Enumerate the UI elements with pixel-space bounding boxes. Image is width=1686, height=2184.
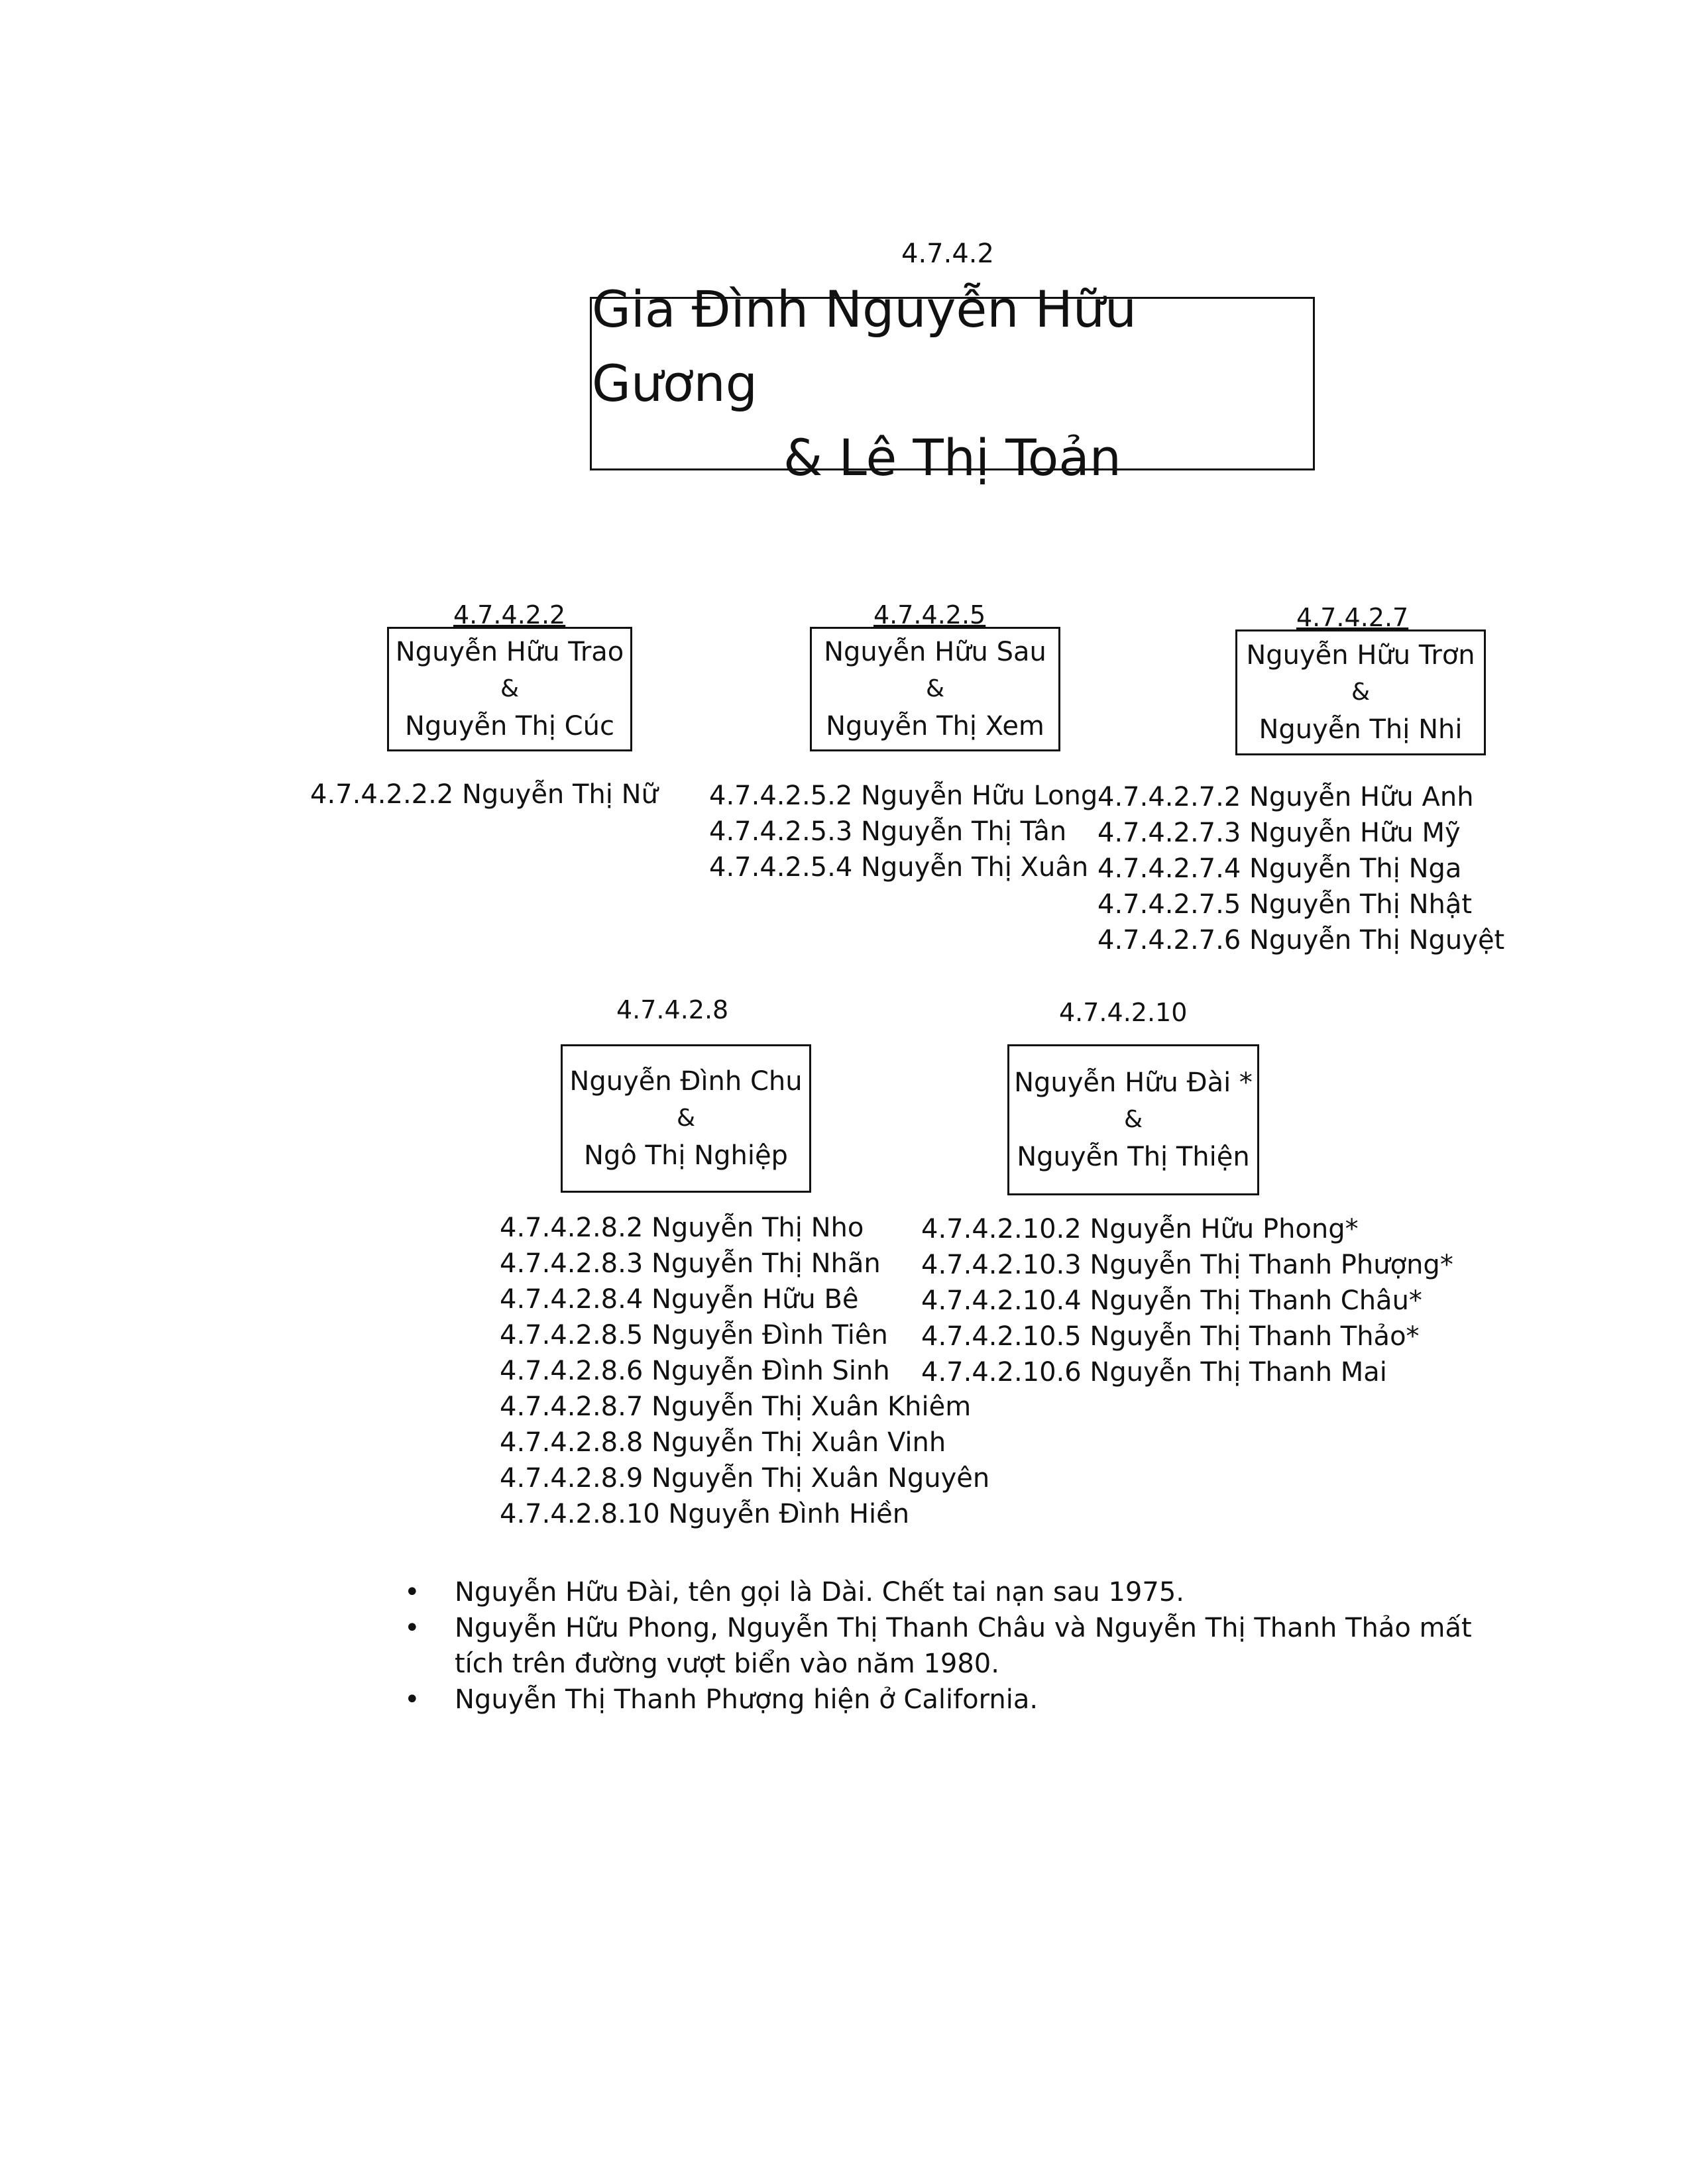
- family-code: 4.7.4.2.5: [873, 600, 986, 629]
- child-entry: 4.7.4.2.7.3 Nguyễn Hữu Mỹ: [1097, 818, 1461, 848]
- children-list: [709, 778, 1097, 885]
- child-entry: 4.7.4.2.8.7 Nguyễn Thị Xuân Khiêm: [500, 1392, 972, 1422]
- family-box: [387, 627, 632, 751]
- family-code: 4.7.4.2.7: [1296, 603, 1409, 632]
- children-list: [1097, 779, 1504, 958]
- wife-name: Nguyễn Thị Cúc: [405, 711, 614, 741]
- note-item: [398, 1610, 1498, 1682]
- family-box: [810, 627, 1060, 751]
- note-text: Nguyễn Hữu Đài, tên gọi là Dài. Chết tai nạn sau 1975.: [455, 1577, 1184, 1608]
- husband-name: Nguyễn Hữu Đài *: [1014, 1067, 1253, 1098]
- child-entry: 4.7.4.2.8.5 Nguyễn Đình Tiên: [500, 1320, 888, 1350]
- child-entry: 4.7.4.2.8.4 Nguyễn Hữu Bê: [500, 1284, 859, 1315]
- ampersand: &: [1123, 1106, 1143, 1133]
- children-list: [310, 777, 658, 812]
- child-entry: 4.7.4.2.5.4 Nguyễn Thị Xuân: [709, 852, 1089, 883]
- title-line-2: & Lê Thị Toản: [783, 428, 1121, 487]
- child-entry: 4.7.4.2.8.2 Nguyễn Thị Nho: [500, 1213, 864, 1243]
- bullet-icon: •: [404, 1613, 420, 1643]
- family-box: [1235, 629, 1486, 755]
- family-code: 4.7.4.2.8: [616, 995, 729, 1024]
- child-entry: 4.7.4.2.8.6 Nguyễn Đình Sinh: [500, 1356, 890, 1386]
- header-code: 4.7.4.2: [901, 239, 994, 269]
- child-entry: 4.7.4.2.7.2 Nguyễn Hữu Anh: [1097, 782, 1474, 812]
- children-list: [921, 1211, 1453, 1390]
- husband-name: Nguyễn Hữu Sau: [824, 637, 1046, 667]
- children-list: [500, 1210, 989, 1532]
- notes-list: [398, 1574, 1498, 1718]
- husband-name: Nguyễn Đình Chu: [569, 1066, 803, 1097]
- wife-name: Ngô Thị Nghiệp: [584, 1140, 788, 1171]
- child-entry: 4.7.4.2.7.5 Nguyễn Thị Nhật: [1097, 889, 1473, 920]
- child-entry: 4.7.4.2.7.4 Nguyễn Thị Nga: [1097, 853, 1462, 884]
- note-item: [398, 1682, 1498, 1718]
- wife-name: Nguyễn Thị Xem: [826, 711, 1044, 741]
- child-entry: 4.7.4.2.10.3 Nguyễn Thị Thanh Phượng*: [921, 1250, 1453, 1280]
- ampersand: &: [1351, 679, 1371, 706]
- child-entry: 4.7.4.2.10.6 Nguyễn Thị Thanh Mai: [921, 1357, 1387, 1388]
- child-entry: 4.7.4.2.5.3 Nguyễn Thị Tân: [709, 816, 1067, 847]
- title-box: [590, 280, 1315, 487]
- ampersand: &: [676, 1105, 696, 1132]
- ampersand: &: [500, 675, 520, 702]
- husband-name: Nguyễn Hữu Trơn: [1246, 640, 1475, 671]
- child-entry: 4.7.4.2.5.2 Nguyễn Hữu Long: [709, 781, 1098, 811]
- family-code: 4.7.4.2.2: [453, 600, 566, 629]
- husband-name: Nguyễn Hữu Trao: [395, 637, 624, 667]
- bullet-icon: •: [404, 1684, 420, 1715]
- child-entry: 4.7.4.2.10.4 Nguyễn Thị Thanh Châu*: [921, 1285, 1422, 1316]
- note-text: Nguyễn Hữu Phong, Nguyễn Thị Thanh Châu và Nguyễn Thị Thanh Thảo mất tích trên đường vượt biển vào năm 1980.: [455, 1613, 1472, 1679]
- child-entry: 4.7.4.2.7.6 Nguyễn Thị Nguyệt: [1097, 925, 1505, 956]
- child-entry: 4.7.4.2.8.9 Nguyễn Thị Xuân Nguyên: [500, 1463, 990, 1494]
- child-entry: 4.7.4.2.2.2 Nguyễn Thị Nữ: [310, 779, 658, 810]
- child-entry: 4.7.4.2.8.3 Nguyễn Thị Nhãn: [500, 1248, 881, 1279]
- family-code: 4.7.4.2.10: [1059, 998, 1188, 1027]
- note-text: Nguyễn Thị Thanh Phượng hiện ở California.: [455, 1684, 1039, 1715]
- note-item: [398, 1574, 1498, 1610]
- child-entry: 4.7.4.2.10.5 Nguyễn Thị Thanh Thảo*: [921, 1321, 1420, 1352]
- child-entry: 4.7.4.2.10.2 Nguyễn Hữu Phong*: [921, 1214, 1359, 1244]
- family-box: [1007, 1044, 1259, 1195]
- wife-name: Nguyễn Thị Thiện: [1017, 1142, 1250, 1172]
- ampersand: &: [925, 675, 945, 702]
- title-line-1: Gia Đình Nguyễn Hữu Gương: [592, 280, 1137, 413]
- wife-name: Nguyễn Thị Nhi: [1259, 714, 1463, 745]
- child-entry: 4.7.4.2.8.10 Nguyễn Đình Hiền: [500, 1499, 910, 1529]
- bullet-icon: •: [404, 1577, 420, 1608]
- family-box: [561, 1044, 811, 1193]
- child-entry: 4.7.4.2.8.8 Nguyễn Thị Xuân Vinh: [500, 1427, 946, 1458]
